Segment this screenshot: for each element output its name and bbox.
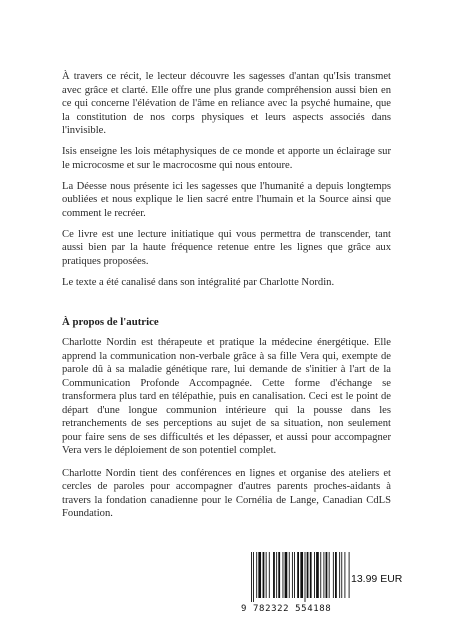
- barcode-bar: [276, 552, 277, 598]
- about-author-heading: À propos de l'autrice: [62, 316, 159, 328]
- barcode-bar: [320, 552, 321, 598]
- barcode-bar: [316, 552, 319, 598]
- barcode-bar: [285, 552, 288, 598]
- barcode-bar: [305, 552, 306, 602]
- barcode-bar: [278, 552, 280, 598]
- barcode-bar: [297, 552, 299, 598]
- barcode-bar: [294, 552, 295, 598]
- barcode-bar: [300, 552, 303, 598]
- barcode-bar: [266, 552, 267, 598]
- barcode-bar: [251, 552, 252, 602]
- intro-paragraph-3: La Déesse nous présente ici les sagesses que l'humanité a depuis longtemps oubliées et nous explique le lien sacré entre l'humain et la Source ainsi que comment le recréer.: [62, 180, 391, 219]
- price-label: 13.99 EUR: [351, 573, 403, 585]
- barcode-bar: [335, 552, 337, 598]
- intro-paragraph-2: Isis enseigne les lois métaphysiques de ce monde et apporte un éclairage sur le microcosme et sur le macrocosme qui nous entoure.: [62, 146, 391, 171]
- about-paragraph-1: Charlotte Nordin est thérapeute et pratique la médecine énergétique. Elle apprend la communication non-verbale grâce à sa fille Vera qui, exempte de parole dû à sa maladie génétique rare, lui demande de s'initier à l'art de la Communication Profonde Accompagnée. Cette forme d'échange se transformera plus tard en télépathie, puis en canalisation. Ceci est le point de départ d'une longue communion intérieure qui la pousse dans les retranchements de ses perceptions au sujet de sa situation, non seulement pour faire sens de ses difficultés et les dépasser, et aussi pour accompagner Vera vers le déploiement de son potentiel complet.: [62, 337, 391, 456]
- barcode-bar: [269, 552, 270, 598]
- barcode-bar: [273, 552, 275, 598]
- barcode-bar: [326, 552, 328, 598]
- barcode-bar: [292, 552, 293, 598]
- isbn-number: 9 782322 554188: [241, 604, 332, 614]
- barcode-bar: [310, 552, 312, 598]
- barcode-bar: [253, 552, 254, 602]
- barcode-bar: [314, 552, 315, 598]
- barcode-bar: [333, 552, 334, 598]
- barcode-bar: [256, 552, 257, 598]
- intro-paragraph-1: À travers ce récit, le lecteur découvre les sagesses d'antan qu'Isis transmet avec grâce et clarté. Elle offre une plus grande compréhension aussi bien en ce qui concerne l'élévation de l'âme en reliance avec la psyché humaine, que la constitution de nos corps physiques et leurs aspects associés dans l'invisible.: [62, 71, 391, 136]
- barcode-bars: [251, 552, 351, 604]
- barcode-bar: [339, 552, 340, 598]
- about-paragraph-2: Charlotte Nordin tient des conférences en lignes et organise des ateliers et cercles de paroles pour accompagner d'autres parents proches-aidants à travers la fondation canadienne pour le Cornélia de Lange, Canadian CdLS Foundation.: [62, 467, 391, 519]
- isbn-barcode: [241, 552, 359, 617]
- about-author-section: [62, 316, 391, 530]
- barcode-bar: [283, 552, 284, 598]
- barcode-bar: [263, 552, 265, 598]
- barcode-bar: [344, 552, 345, 598]
- barcode-bar: [258, 552, 261, 598]
- intro-paragraph-4: Ce livre est une lecture initiatique qui vous permettra de transcender, tant aussi bien par la haute fréquence retenue entre les lignes que grâce aux pratiques proposées.: [62, 228, 391, 267]
- barcode-bar: [307, 552, 309, 598]
- barcode-bar: [289, 552, 290, 598]
- barcode-bar: [349, 552, 350, 598]
- intro-section: [62, 70, 391, 297]
- barcode-bar: [323, 552, 324, 598]
- barcode-bar: [341, 552, 342, 598]
- barcode-bar: [329, 552, 330, 598]
- intro-paragraph-5: Le texte a été canalisé dans son intégralité par Charlotte Nordin.: [62, 276, 335, 288]
